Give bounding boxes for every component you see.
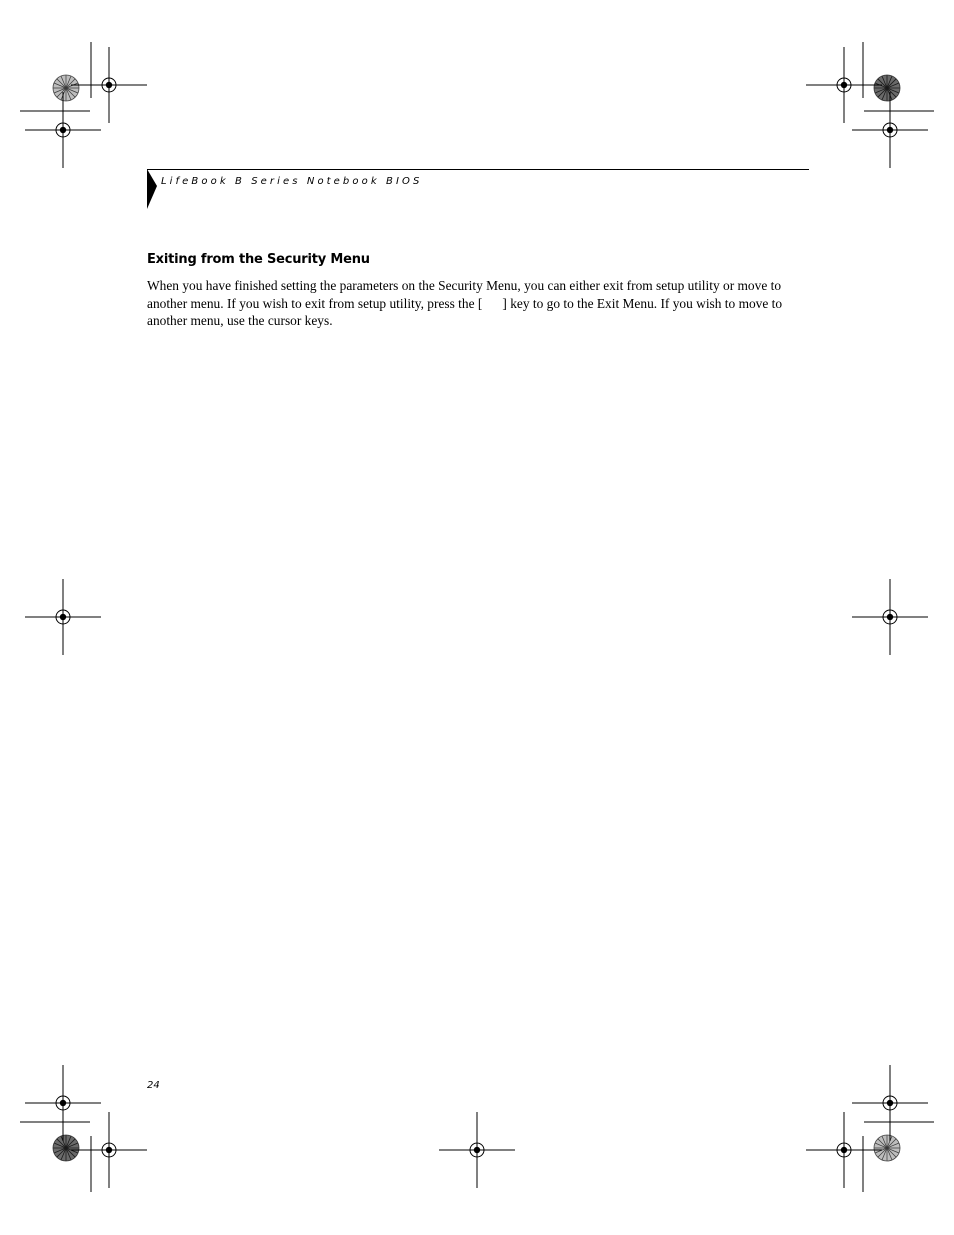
crosshair-registration-mark-icon [25, 579, 101, 655]
color-wheel-icon [874, 1135, 900, 1161]
running-header: LifeBook B Series Notebook BIOS [161, 176, 423, 187]
crosshair-registration-mark-icon [852, 579, 928, 655]
header-rule [147, 169, 809, 170]
crosshair-registration-mark-icon [71, 47, 147, 123]
section-heading: Exiting from the Security Menu [147, 252, 370, 267]
crosshair-registration-mark-icon [852, 92, 928, 168]
crosshair-registration-mark-icon [806, 1112, 882, 1188]
crosshair-registration-mark-icon [71, 1112, 147, 1188]
crosshair-registration-mark-icon [806, 47, 882, 123]
body-paragraph [147, 277, 807, 330]
paragraph-line: another menu. If you wish to exit from setup utility, press the [ ] key to go to the Exit Menu. If you wish to move to [147, 295, 783, 311]
color-wheel-icon [874, 75, 900, 101]
color-wheel-icon [53, 1135, 79, 1161]
paragraph-line: another menu, use the cursor keys. [147, 313, 333, 329]
crosshair-registration-mark-icon [25, 1065, 101, 1141]
color-wheel-icon [53, 75, 79, 101]
crosshair-registration-mark-icon [25, 92, 101, 168]
page-number: 24 [147, 1080, 160, 1091]
crosshair-registration-mark-icon [852, 1065, 928, 1141]
header-tab-marker [147, 169, 157, 209]
paragraph-line: When you have finished setting the parameters on the Security Menu, you can either exit from setup utility or move to [147, 278, 782, 293]
crosshair-registration-mark-icon [439, 1112, 515, 1188]
